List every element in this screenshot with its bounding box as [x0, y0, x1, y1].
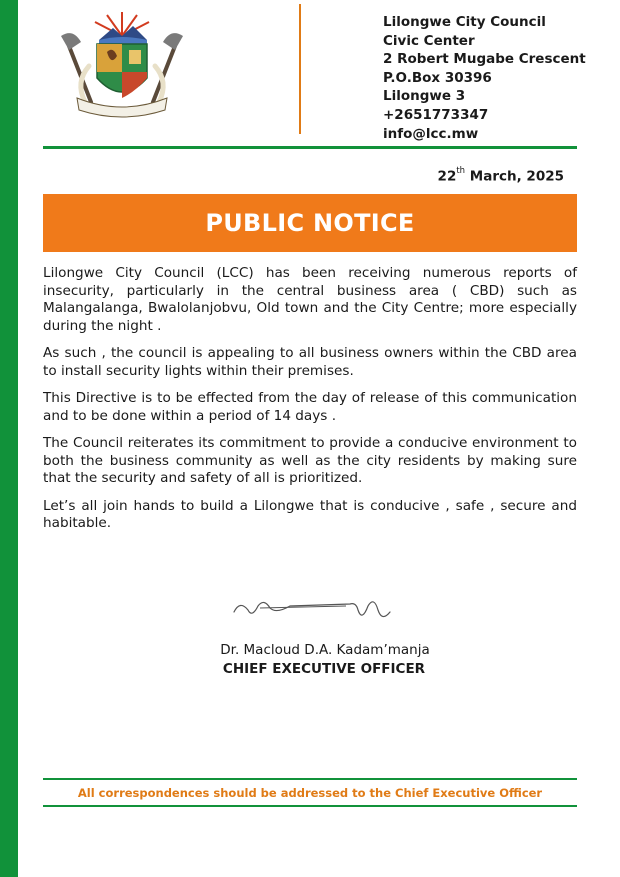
- address-line-po-box: P.O.Box 30396: [383, 69, 492, 86]
- notice-paragraph-5: Let’s all join hands to build a Lilongwe that is conducive , safe , secure and habitable.: [43, 497, 577, 531]
- date-day: 22: [437, 168, 457, 185]
- address-line-street: 2 Robert Mugabe Crescent: [383, 51, 586, 68]
- signatory-name: Dr. Macloud D.A. Kadam’manja: [220, 642, 430, 658]
- notice-paragraph-3: This Directive is to be effected from the day of release of this communication and to be done within a period of 14 days .: [43, 390, 577, 424]
- footer-correspondence-note: All correspondences should be addressed to the Chief Executive Officer: [77, 786, 543, 800]
- notice-paragraph-4: The Council reiterates its commitment to provide a conducive environment to both the business community as well as the city residents by making sure that the security and safety of all is prioritized.: [43, 435, 577, 486]
- council-address-block: [383, 13, 586, 143]
- footer-top-rule: [43, 778, 577, 780]
- left-green-margin-bar: [0, 0, 18, 877]
- notice-date: [438, 168, 564, 185]
- notice-paragraph-1: Lilongwe City Council (LCC) has been receiving numerous reports of insecurity, particularly in the central business area ( CBD) such as Malangalanga, Bwalolanjobvu, Old town and the City Centre; more especially during the night .: [43, 265, 577, 334]
- address-line-phone: +2651773347: [383, 106, 489, 123]
- coat-of-arms-icon: [55, 6, 190, 121]
- notice-body: [43, 265, 577, 543]
- address-line-civic-center: Civic Center: [383, 32, 475, 49]
- date-ordinal-suffix: th: [456, 166, 466, 176]
- date-month-year: March, 2025: [469, 168, 564, 185]
- public-notice-banner: [43, 194, 577, 252]
- letterhead-vertical-divider: [299, 4, 301, 134]
- handwritten-signature: [230, 592, 410, 626]
- signatory-title: CHIEF EXECUTIVE OFFICER: [222, 661, 426, 677]
- letterhead-green-rule: [43, 146, 577, 149]
- address-line-city: Lilongwe 3: [383, 88, 466, 105]
- notice-paragraph-2: As such , the council is appealing to all business owners within the CBD area to install security lights within their premises.: [43, 345, 577, 379]
- footer-bottom-rule: [43, 805, 577, 807]
- notice-title: PUBLIC NOTICE: [205, 209, 415, 237]
- address-line-council-name: Lilongwe City Council: [383, 14, 546, 30]
- address-line-email: info@lcc.mw: [383, 125, 479, 142]
